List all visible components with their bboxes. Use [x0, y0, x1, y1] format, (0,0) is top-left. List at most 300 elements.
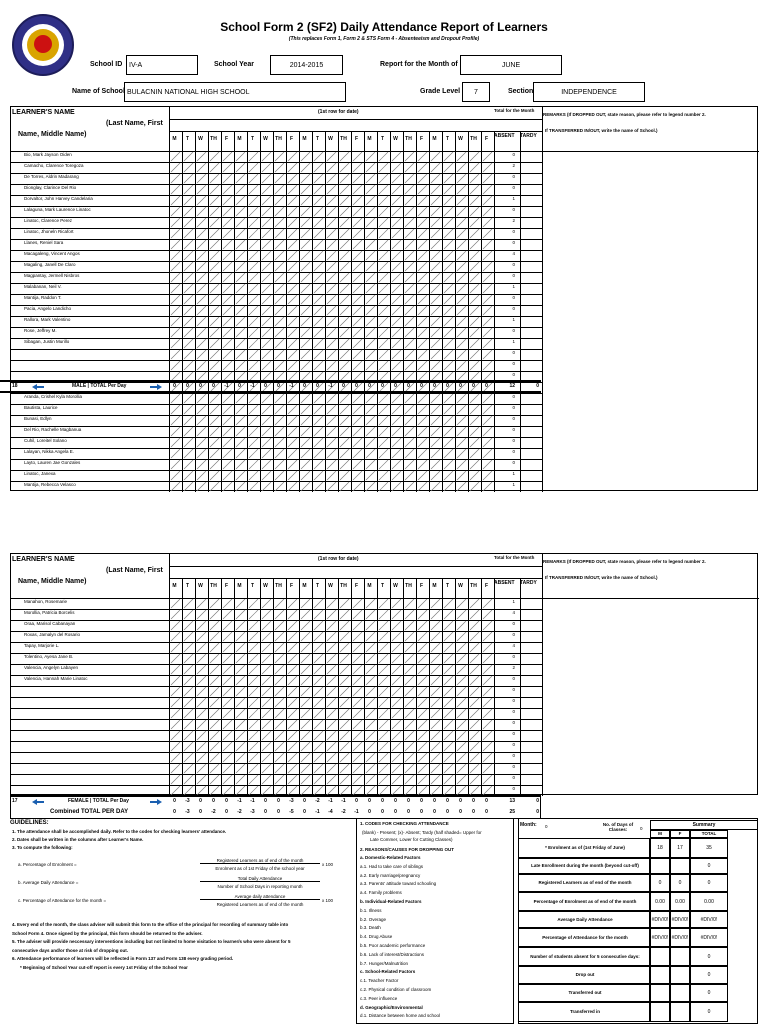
day-cell-slash[interactable] [379, 709, 388, 718]
day-cell-slash[interactable] [444, 416, 453, 425]
day-cell-slash[interactable] [418, 687, 427, 696]
day-cell-slash[interactable] [314, 471, 323, 480]
learner-name[interactable]: Macagaleng, Vincent Angos [24, 251, 80, 256]
day-cell-slash[interactable] [431, 764, 440, 773]
day-cell-slash[interactable] [366, 676, 375, 685]
day-cell-slash[interactable] [223, 471, 232, 480]
day-cell-slash[interactable] [210, 482, 219, 491]
day-cell-slash[interactable] [327, 405, 336, 414]
day-cell-slash[interactable] [379, 460, 388, 469]
day-cell-slash[interactable] [236, 786, 245, 795]
day-cell-slash[interactable] [483, 720, 492, 729]
day-cell-slash[interactable] [470, 416, 479, 425]
day-cell-slash[interactable] [314, 328, 323, 337]
day-cell-slash[interactable] [301, 731, 310, 740]
day-cell-slash[interactable] [483, 416, 492, 425]
day-cell-slash[interactable] [236, 775, 245, 784]
day-cell-slash[interactable] [171, 152, 180, 161]
day-cell-slash[interactable] [457, 775, 466, 784]
day-cell-slash[interactable] [379, 764, 388, 773]
day-cell-slash[interactable] [340, 284, 349, 293]
day-cell-slash[interactable] [171, 720, 180, 729]
day-cell-slash[interactable] [392, 405, 401, 414]
day-cell-slash[interactable] [470, 471, 479, 480]
day-cell-slash[interactable] [249, 676, 258, 685]
day-cell-slash[interactable] [288, 251, 297, 260]
day-cell-slash[interactable] [314, 295, 323, 304]
day-cell-slash[interactable] [418, 427, 427, 436]
day-cell-slash[interactable] [184, 687, 193, 696]
day-cell-slash[interactable] [288, 394, 297, 403]
day-cell-slash[interactable] [457, 416, 466, 425]
day-cell-slash[interactable] [236, 284, 245, 293]
day-cell-slash[interactable] [262, 460, 271, 469]
day-cell-slash[interactable] [483, 185, 492, 194]
day-cell-slash[interactable] [236, 676, 245, 685]
day-cell-slash[interactable] [353, 273, 362, 282]
day-cell-slash[interactable] [392, 306, 401, 315]
day-cell-slash[interactable] [340, 720, 349, 729]
day-cell-slash[interactable] [470, 317, 479, 326]
day-cell-slash[interactable] [353, 460, 362, 469]
day-cell-slash[interactable] [457, 361, 466, 370]
month-field[interactable]: JUNE [460, 55, 562, 75]
day-cell-slash[interactable] [327, 427, 336, 436]
day-cell-slash[interactable] [418, 438, 427, 447]
day-cell-slash[interactable] [288, 328, 297, 337]
day-cell-slash[interactable] [431, 196, 440, 205]
day-cell-slash[interactable] [340, 152, 349, 161]
day-cell-slash[interactable] [210, 742, 219, 751]
day-cell-slash[interactable] [171, 416, 180, 425]
day-cell-slash[interactable] [288, 218, 297, 227]
section-field[interactable]: INDEPENDENCE [533, 82, 645, 102]
day-cell-slash[interactable] [431, 328, 440, 337]
day-cell-slash[interactable] [327, 240, 336, 249]
day-cell-slash[interactable] [210, 709, 219, 718]
day-cell-slash[interactable] [171, 196, 180, 205]
learner-name[interactable]: Rose, Jeffrey M. [24, 328, 57, 333]
day-cell-slash[interactable] [483, 317, 492, 326]
day-cell-slash[interactable] [366, 438, 375, 447]
day-cell-slash[interactable] [366, 251, 375, 260]
day-cell-slash[interactable] [275, 218, 284, 227]
day-cell-slash[interactable] [249, 394, 258, 403]
day-cell-slash[interactable] [483, 709, 492, 718]
day-cell-slash[interactable] [483, 240, 492, 249]
day-cell-slash[interactable] [249, 438, 258, 447]
day-cell-slash[interactable] [301, 328, 310, 337]
day-cell-slash[interactable] [444, 152, 453, 161]
day-cell-slash[interactable] [340, 416, 349, 425]
day-cell-slash[interactable] [483, 654, 492, 663]
day-cell-slash[interactable] [353, 196, 362, 205]
day-cell-slash[interactable] [379, 482, 388, 491]
day-cell-slash[interactable] [418, 654, 427, 663]
day-cell-slash[interactable] [483, 449, 492, 458]
day-cell-slash[interactable] [275, 196, 284, 205]
day-cell-slash[interactable] [301, 394, 310, 403]
day-cell-slash[interactable] [171, 753, 180, 762]
day-cell-slash[interactable] [184, 196, 193, 205]
day-cell-slash[interactable] [327, 328, 336, 337]
day-cell-slash[interactable] [418, 273, 427, 282]
day-cell-slash[interactable] [262, 643, 271, 652]
day-cell-slash[interactable] [405, 185, 414, 194]
day-cell-slash[interactable] [405, 786, 414, 795]
day-cell-slash[interactable] [262, 449, 271, 458]
day-cell-slash[interactable] [379, 196, 388, 205]
learner-name[interactable]: Manahon, Rosemarie [24, 599, 68, 604]
day-cell-slash[interactable] [223, 328, 232, 337]
day-cell-slash[interactable] [223, 687, 232, 696]
day-cell-slash[interactable] [210, 405, 219, 414]
day-cell-slash[interactable] [210, 665, 219, 674]
day-cell-slash[interactable] [405, 709, 414, 718]
day-cell-slash[interactable] [184, 152, 193, 161]
day-cell-slash[interactable] [392, 240, 401, 249]
day-cell-slash[interactable] [301, 621, 310, 630]
day-cell-slash[interactable] [444, 394, 453, 403]
day-cell-slash[interactable] [405, 361, 414, 370]
day-cell-slash[interactable] [470, 731, 479, 740]
day-cell-slash[interactable] [184, 163, 193, 172]
day-cell-slash[interactable] [457, 610, 466, 619]
day-cell-slash[interactable] [340, 361, 349, 370]
day-cell-slash[interactable] [210, 218, 219, 227]
learner-name[interactable]: Magaling, Janell De Claro [24, 262, 76, 267]
day-cell-slash[interactable] [483, 262, 492, 271]
day-cell-slash[interactable] [340, 786, 349, 795]
day-cell-slash[interactable] [275, 599, 284, 608]
day-cell-slash[interactable] [223, 731, 232, 740]
day-cell-slash[interactable] [405, 687, 414, 696]
day-cell-slash[interactable] [444, 742, 453, 751]
day-cell-slash[interactable] [314, 163, 323, 172]
day-cell-slash[interactable] [379, 632, 388, 641]
day-cell-slash[interactable] [366, 240, 375, 249]
day-cell-slash[interactable] [418, 405, 427, 414]
day-cell-slash[interactable] [249, 350, 258, 359]
day-cell-slash[interactable] [301, 698, 310, 707]
day-cell-slash[interactable] [236, 240, 245, 249]
day-cell-slash[interactable] [223, 610, 232, 619]
day-cell-slash[interactable] [483, 229, 492, 238]
day-cell-slash[interactable] [210, 764, 219, 773]
learner-name[interactable]: Tapay, Marjorie L. [24, 643, 60, 648]
day-cell-slash[interactable] [184, 786, 193, 795]
day-cell-slash[interactable] [431, 438, 440, 447]
day-cell-slash[interactable] [171, 339, 180, 348]
day-cell-slash[interactable] [327, 416, 336, 425]
day-cell-slash[interactable] [431, 405, 440, 414]
day-cell-slash[interactable] [366, 643, 375, 652]
day-cell-slash[interactable] [275, 786, 284, 795]
day-cell-slash[interactable] [405, 643, 414, 652]
day-cell-slash[interactable] [457, 654, 466, 663]
day-cell-slash[interactable] [275, 775, 284, 784]
day-cell-slash[interactable] [249, 764, 258, 773]
day-cell-slash[interactable] [314, 317, 323, 326]
day-cell-slash[interactable] [366, 471, 375, 480]
learner-name[interactable]: Malabanan, Neil V. [24, 284, 62, 289]
day-cell-slash[interactable] [314, 482, 323, 491]
day-cell-slash[interactable] [353, 339, 362, 348]
day-cell-slash[interactable] [405, 676, 414, 685]
day-cell-slash[interactable] [379, 295, 388, 304]
day-cell-slash[interactable] [366, 284, 375, 293]
day-cell-slash[interactable] [288, 339, 297, 348]
day-cell-slash[interactable] [366, 361, 375, 370]
day-cell-slash[interactable] [171, 449, 180, 458]
day-cell-slash[interactable] [249, 196, 258, 205]
day-cell-slash[interactable] [223, 163, 232, 172]
day-cell-slash[interactable] [210, 284, 219, 293]
learner-name[interactable]: Dorvaltor, John Harvey Candelaria [24, 196, 93, 201]
day-cell-slash[interactable] [314, 643, 323, 652]
day-cell-slash[interactable] [236, 449, 245, 458]
day-cell-slash[interactable] [392, 350, 401, 359]
day-cell-slash[interactable] [275, 632, 284, 641]
day-cell-slash[interactable] [223, 152, 232, 161]
day-cell-slash[interactable] [262, 471, 271, 480]
day-cell-slash[interactable] [327, 709, 336, 718]
day-cell-slash[interactable] [353, 449, 362, 458]
day-cell-slash[interactable] [405, 405, 414, 414]
day-cell-slash[interactable] [405, 240, 414, 249]
day-cell-slash[interactable] [340, 438, 349, 447]
day-cell-slash[interactable] [379, 687, 388, 696]
day-cell-slash[interactable] [288, 284, 297, 293]
learner-name[interactable]: Lalayan, Nikka Angela E. [24, 449, 75, 454]
day-cell-slash[interactable] [301, 185, 310, 194]
day-cell-slash[interactable] [223, 229, 232, 238]
learner-name[interactable]: Llanes, Reniel Sara [24, 240, 64, 245]
day-cell-slash[interactable] [171, 350, 180, 359]
day-cell-slash[interactable] [184, 339, 193, 348]
day-cell-slash[interactable] [275, 427, 284, 436]
day-cell-slash[interactable] [314, 405, 323, 414]
day-cell-slash[interactable] [275, 643, 284, 652]
day-cell-slash[interactable] [418, 731, 427, 740]
day-cell-slash[interactable] [353, 676, 362, 685]
day-cell-slash[interactable] [353, 786, 362, 795]
day-cell-slash[interactable] [366, 460, 375, 469]
day-cell-slash[interactable] [353, 643, 362, 652]
day-cell-slash[interactable] [184, 775, 193, 784]
day-cell-slash[interactable] [314, 416, 323, 425]
learner-name[interactable]: Magpantay, Jermell Nisbros [24, 273, 80, 278]
day-cell-slash[interactable] [353, 438, 362, 447]
day-cell-slash[interactable] [418, 262, 427, 271]
day-cell-slash[interactable] [301, 196, 310, 205]
day-cell-slash[interactable] [275, 328, 284, 337]
day-cell-slash[interactable] [197, 284, 206, 293]
day-cell-slash[interactable] [405, 339, 414, 348]
day-cell-slash[interactable] [314, 196, 323, 205]
day-cell-slash[interactable] [197, 775, 206, 784]
day-cell-slash[interactable] [262, 416, 271, 425]
day-cell-slash[interactable] [301, 676, 310, 685]
day-cell-slash[interactable] [184, 240, 193, 249]
day-cell-slash[interactable] [392, 698, 401, 707]
day-cell-slash[interactable] [444, 482, 453, 491]
day-cell-slash[interactable] [353, 229, 362, 238]
day-cell-slash[interactable] [366, 163, 375, 172]
day-cell-slash[interactable] [418, 698, 427, 707]
day-cell-slash[interactable] [366, 328, 375, 337]
day-cell-slash[interactable] [262, 361, 271, 370]
learner-name[interactable]: Sibagan, Justin Murillo [24, 339, 70, 344]
day-cell-slash[interactable] [314, 449, 323, 458]
day-cell-slash[interactable] [483, 196, 492, 205]
day-cell-slash[interactable] [275, 317, 284, 326]
day-cell-slash[interactable] [340, 240, 349, 249]
day-cell-slash[interactable] [340, 339, 349, 348]
day-cell-slash[interactable] [470, 632, 479, 641]
day-cell-slash[interactable] [236, 361, 245, 370]
day-cell-slash[interactable] [262, 731, 271, 740]
day-cell-slash[interactable] [327, 687, 336, 696]
day-cell-slash[interactable] [275, 174, 284, 183]
day-cell-slash[interactable] [483, 295, 492, 304]
day-cell-slash[interactable] [262, 654, 271, 663]
day-cell-slash[interactable] [353, 295, 362, 304]
day-cell-slash[interactable] [431, 416, 440, 425]
day-cell-slash[interactable] [210, 731, 219, 740]
day-cell-slash[interactable] [405, 764, 414, 773]
day-cell-slash[interactable] [483, 676, 492, 685]
day-cell-slash[interactable] [366, 295, 375, 304]
day-cell-slash[interactable] [418, 284, 427, 293]
day-cell-slash[interactable] [262, 709, 271, 718]
day-cell-slash[interactable] [262, 262, 271, 271]
day-cell-slash[interactable] [392, 427, 401, 436]
day-cell-slash[interactable] [184, 698, 193, 707]
day-cell-slash[interactable] [236, 350, 245, 359]
day-cell-slash[interactable] [457, 218, 466, 227]
learner-name[interactable]: Rallora, Mark Valentino [24, 317, 71, 322]
day-cell-slash[interactable] [340, 427, 349, 436]
day-cell-slash[interactable] [184, 753, 193, 762]
day-cell-slash[interactable] [249, 295, 258, 304]
day-cell-slash[interactable] [275, 764, 284, 773]
day-cell-slash[interactable] [366, 196, 375, 205]
day-cell-slash[interactable] [327, 394, 336, 403]
day-cell-slash[interactable] [275, 185, 284, 194]
day-cell-slash[interactable] [366, 405, 375, 414]
day-cell-slash[interactable] [184, 709, 193, 718]
day-cell-slash[interactable] [457, 405, 466, 414]
day-cell-slash[interactable] [418, 328, 427, 337]
day-cell-slash[interactable] [483, 482, 492, 491]
day-cell-slash[interactable] [184, 317, 193, 326]
day-cell-slash[interactable] [236, 632, 245, 641]
day-cell-slash[interactable] [379, 471, 388, 480]
day-cell-slash[interactable] [288, 306, 297, 315]
day-cell-slash[interactable] [314, 438, 323, 447]
day-cell-slash[interactable] [262, 273, 271, 282]
day-cell-slash[interactable] [171, 775, 180, 784]
learner-name[interactable]: De Torres, Aldrin Madarang [24, 174, 79, 179]
day-cell-slash[interactable] [418, 599, 427, 608]
day-cell-slash[interactable] [431, 350, 440, 359]
day-cell-slash[interactable] [275, 753, 284, 762]
day-cell-slash[interactable] [210, 438, 219, 447]
day-cell-slash[interactable] [327, 361, 336, 370]
day-cell-slash[interactable] [314, 427, 323, 436]
day-cell-slash[interactable] [353, 207, 362, 216]
day-cell-slash[interactable] [210, 240, 219, 249]
day-cell-slash[interactable] [184, 449, 193, 458]
day-cell-slash[interactable] [483, 152, 492, 161]
day-cell-slash[interactable] [197, 438, 206, 447]
learner-name[interactable]: Layto, Lauren Jae Gonzales [24, 460, 81, 465]
grade-level-field[interactable]: 7 [462, 82, 490, 102]
day-cell-slash[interactable] [405, 654, 414, 663]
day-cell-slash[interactable] [431, 753, 440, 762]
day-cell-slash[interactable] [197, 350, 206, 359]
day-cell-slash[interactable] [314, 240, 323, 249]
day-cell-slash[interactable] [392, 295, 401, 304]
day-cell-slash[interactable] [171, 643, 180, 652]
day-cell-slash[interactable] [431, 687, 440, 696]
day-cell-slash[interactable] [171, 218, 180, 227]
day-cell-slash[interactable] [197, 786, 206, 795]
day-cell-slash[interactable] [327, 284, 336, 293]
day-cell-slash[interactable] [275, 251, 284, 260]
day-cell-slash[interactable] [288, 720, 297, 729]
day-cell-slash[interactable] [340, 632, 349, 641]
day-cell-slash[interactable] [418, 720, 427, 729]
day-cell-slash[interactable] [223, 416, 232, 425]
day-cell-slash[interactable] [275, 207, 284, 216]
day-cell-slash[interactable] [444, 753, 453, 762]
day-cell-slash[interactable] [275, 350, 284, 359]
day-cell-slash[interactable] [288, 152, 297, 161]
day-cell-slash[interactable] [327, 731, 336, 740]
day-cell-slash[interactable] [197, 731, 206, 740]
day-cell-slash[interactable] [249, 251, 258, 260]
day-cell-slash[interactable] [379, 174, 388, 183]
day-cell-slash[interactable] [444, 471, 453, 480]
day-cell-slash[interactable] [457, 229, 466, 238]
day-cell-slash[interactable] [405, 284, 414, 293]
day-cell-slash[interactable] [236, 163, 245, 172]
day-cell-slash[interactable] [457, 698, 466, 707]
day-cell-slash[interactable] [392, 720, 401, 729]
day-cell-slash[interactable] [184, 284, 193, 293]
day-cell-slash[interactable] [288, 709, 297, 718]
day-cell-slash[interactable] [457, 621, 466, 630]
day-cell-slash[interactable] [184, 207, 193, 216]
day-cell-slash[interactable] [301, 599, 310, 608]
day-cell-slash[interactable] [249, 427, 258, 436]
day-cell-slash[interactable] [249, 328, 258, 337]
day-cell-slash[interactable] [301, 742, 310, 751]
day-cell-slash[interactable] [470, 676, 479, 685]
day-cell-slash[interactable] [223, 599, 232, 608]
day-cell-slash[interactable] [236, 229, 245, 238]
day-cell-slash[interactable] [249, 665, 258, 674]
day-cell-slash[interactable] [197, 361, 206, 370]
day-cell-slash[interactable] [223, 676, 232, 685]
day-cell-slash[interactable] [379, 742, 388, 751]
day-cell-slash[interactable] [340, 665, 349, 674]
day-cell-slash[interactable] [405, 775, 414, 784]
day-cell-slash[interactable] [249, 599, 258, 608]
day-cell-slash[interactable] [184, 676, 193, 685]
